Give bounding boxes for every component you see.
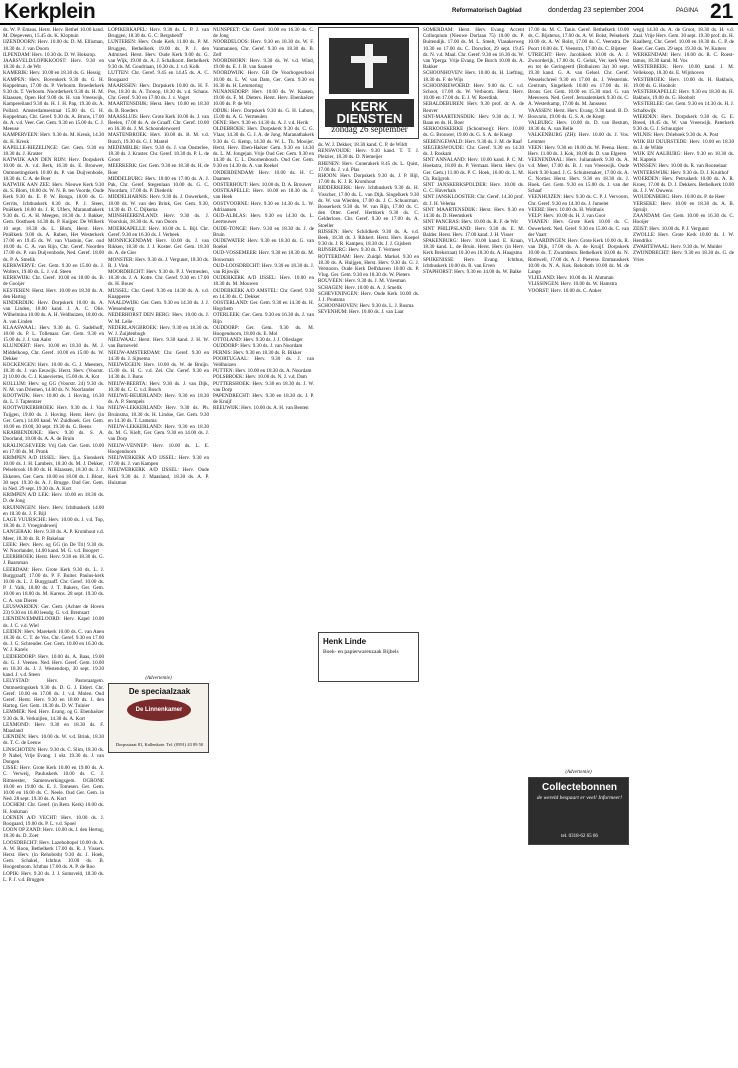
service-listing: WESTERLEE: Ger. Gem. 9.30 en 14.30 ds. H. J. Schalkwijk <box>633 101 734 114</box>
masthead <box>0 0 738 22</box>
service-listing: REEUWIJK: Herv. 10.00 ds. A. H. van Benten <box>213 405 309 412</box>
service-listing: PAPENDRECHT: Herv. 9.30 en 18.30 ds. J. P. de Kruijf <box>213 392 314 406</box>
service-listing: NEDERLANGBROEK: Herv. 9.30 en 18.30 ds. W. J. Zuijdenbogh <box>108 324 209 337</box>
service-listing: NIEUWE-BEIJERLAND: Herv. 9.30 en 18.30 ds. A. P. Stempels <box>108 392 209 406</box>
church-icon <box>329 38 409 94</box>
service-listing: NIEUWEGEIN: Herv. 10.00 ds. W. de Bruijn. 15.00 ds. H. G. v.d. Zel. Chr. Geref. 9.30 en 14.30 ds. J. Bons <box>108 361 209 381</box>
service-listing: KERKWIJK: Chr. Geref. 10.00 en 18.00 ds. B. de Gooijer <box>3 275 104 288</box>
service-listing: ZWOLLE: Herv. Grote Kerk 10.00 ds. J. W. Hendriks <box>633 231 734 244</box>
service-listing: KRIMPEN A/D LEK: Herv. 10.00 en 18.30 ds. D. de Jong <box>3 492 104 505</box>
service-listing: SIEBENGEWALD: Herv. 9.30 ds. J. M. de Raaf <box>423 138 522 145</box>
service-listing: VELP: Herv. 10.00 ds. H. J. van Goor <box>528 213 606 220</box>
service-listing: KESTEREN: Herst. Herv. 10.00 en 18.30 ds. A. den Hartog <box>3 287 104 300</box>
service-listing: SEBALDEBUREN: Herv. 9.30 prof. dr. A. de Reuver <box>423 101 524 114</box>
service-listing: NIEUW-LEKKERLAND: Herv. 9.30 ds. Ph. Bruinsma, 18.30 ds. H. Lindoe, Ger. Gem. 9.30 en 14.30 ds. T. Lamsma <box>108 405 209 424</box>
service-listing: MASTENBROEK: Herv. 10.00 ds. B. M. v.d. Busch, 19.30 ds. G. J. Mantel <box>108 132 209 145</box>
service-listing: NIEUWERKERK A/D IJSSEL: Herv. 9.30 en 17.00 ds. J. van Kampen <box>108 455 209 468</box>
service-listing: ZWIJNDRECHT: Herv. 9.30 en 18.30 ds. G. de Vries <box>633 250 734 263</box>
service-listing: SCHOONHOVEN: Herv. 9.30 ds. L. J. Bosma <box>318 303 414 310</box>
service-listing: ZEIST: Herv. 10.00 ds. P. J. Vergunst <box>633 225 709 232</box>
service-listing: RENSWOUDE: Herv. 9.30 kand. T. T. J. Pleizier, 18.30 ds. D. Niemeijer <box>318 148 419 161</box>
service-listing: VLIELAND: Herv. 10.00 ds. H. Ahmman <box>528 275 614 282</box>
service-listing: WERKENDAM: Herv. 10.00 ds. R. C. Roest-tamus, 18.30 kand. M. Vos <box>633 51 734 65</box>
service-listing: LEERDAM: Herv. Grote Kerk 9.30 ds. L. J. Burggraaff, 17.00 ds. P. F. Buiter. Paulus-kerk 10.00 ds. L. J. Burggraaff. Chr. Geref. 10.00 ds. P. J. Valk, 18.00 ds. J. T. Bakers, Ger. Gem. 10.00 en 18.00 ds. M. Karens. 28 sept. 19.30 ds. C. A. van Dieren <box>3 566 104 604</box>
service-listing: OENE: Herv. 9.30 en 14.30 ds. A. J. v.d. Herik <box>213 120 309 127</box>
service-listing: LOCHEM: Chr. Geref. (in Rem. Kerk) 10.00 ds. H. Jonkman <box>3 802 104 815</box>
service-listing: WINSSEN: Herv. 10.00 ds. R. van Rootselaar <box>633 163 727 170</box>
kerkdiensten-title <box>325 99 414 127</box>
service-listing: KAPELLE-BIEZELINGE: Ger. Gem. 9.30 en 18.30 ds. J. Kraster <box>3 144 104 158</box>
service-listing: OUDERKERK A/D IJSSEL: Herv. 10.00 en 18.30 ds. M. Mouwen <box>213 275 314 288</box>
service-listing: NOORDWIJK: Herv. GB De Voorhogeschool 10.00 ds. L. W. van Dam, Ger. Gem. 9.30 en 16.30 ds. H. Lemmering <box>213 70 314 89</box>
service-listing: ROTTERDAM: Herv. Zuidpl. Markel. 9.30 en 18.30 ds. A. Huijgen, Herst. Herv. 9.30 ds. G. J. Verstoorn. Oude Kerk Delfshaven 10.00 ds. P. Vlug. Ger. Gem. 9.30 en 18.30 ds. W. Pieters <box>318 253 419 279</box>
advert-title: Henk Linde <box>323 637 367 646</box>
service-listing: POORTUGAAL: Herv. 9.30 ds. J. van Veldhuizen <box>213 355 314 368</box>
column-2 <box>108 27 209 1065</box>
service-listing: ROUVEEN: Herv. 9.30 ds. J. M. Vriesman <box>318 278 406 285</box>
service-listing: SCHOONREWOERD: Herv. 9.00 ds. C. v.d. Schoot, 17.00 ds. W. Verboom. Herst. Herv. 10.00 en 17.00 ds. E. J. W. Roerdink <box>423 82 524 102</box>
service-listing: OTTOLAND: Herv. 9.30 ds. J. J. Olieslager <box>213 337 303 344</box>
service-listing: LISSE: Herv. Grote Kerk 10.00 en 19.00 ds. A. C. Verweij, Pauluskerk 10.00 ds. C. J. Ritmeester, Samenwerkingsgem. OGRONE 10.00 en 19.00 ds. E. J. Tomesen. Ger. Gem. 10.00 en 16.00 ds. C. Neele. Oud Ger. Gem. in Ned. 28 sept. 19.30 ds. A. Kort <box>3 765 104 803</box>
service-listing: ds. W. J. Dekker, 18.30 kand. C. P. de Wildt <box>318 142 408 148</box>
service-listing: KATWIJK AAN ZEE: Herv. Nieuwe Kerk 9.30 ds. S. Blom, 18.00 ds. W. N. B. ten Voorde, Oude Kerk 9.30 ds. E. P. W. Bonga, 18.00 ds. G. Gerrits, Ichthuskerk 8.30 ds. P. J. Steen, Pniëlkerk 18.00 ds. J. R. Ulfers, Maranathakerk 9.30 ds. G. A. H. Meegen, 18.30 ds. J. Bakker, Gem. Oosthoek 14.30 ds. P. Kuijper. De Wilkerk 10 sept. 18.30 ds. L. Blom, Herst. Herv. Pniëlkerk 9.00 ds. A. Ruben, Het Westerkerk 17.00 en 19.45 ds. W. van Vlastuin, Ger. oud 10.00 ds. C. A. van Rijn, Chr. Geref. Noorden 17.00 ds. P. van Duijvenbode, Ned. Geref. 18.00 ds. P. A. Smelik <box>3 182 104 263</box>
service-listing: NIEUW-AMSTERDAM: Chr. Geref. 9.30 en 14.30 ds. J. Sijtsema <box>108 349 209 362</box>
service-listing: NUNSPEET: Chr. Geref. 10.00 en 16.30 ds. C. de Jong <box>213 27 314 40</box>
service-listing: IJZENDOORN: Herv. 10.00 ds. D. M. Ellisman, 18.30 ds. J. van Doorn <box>3 39 104 52</box>
masthead-rule <box>0 23 738 25</box>
publication-date: donderdag 23 september 2004 <box>548 7 644 14</box>
service-listing: UTRECHT: Herv. Jacobikerk 10.00 ds. A. J. Zwoorderijk, 17.00 ds. G. Geluk, Ver. kerk West en tot de Geringeerd (Bolhuizen 3a) 30 sept. 19.30 kand. G. A. van Gelsel. Chr. Geref. Wesselschreel 9.30 en 17.00 ds. J. Westerink. Centrum, Singelkerk 10.00 en 17.00 ds. H. Brons. Ger. Gem. 10.00 en 15.30 stud. G. van Meeuwen. Ned. Geref. Jerusalemkerk 9.30 ds. C. A. Westerkamp, 17.00 ds. M. Janssens <box>528 51 629 108</box>
advert-subtitle: Boek- en papierwarenzaak Bijbels <box>323 649 399 655</box>
column-5 <box>423 27 524 1065</box>
service-listing: MUSSEL: Chr. Geref. 9.30 en 14.30 ds. A. v.d. Knapperee <box>108 287 209 300</box>
service-listing: SEVENHUM: Herv. 10.00 ds. J. van Laar <box>318 309 404 316</box>
service-listing: WESTBROEK: Herv. 10.00 ds. H. Bakhuis, 19.00 ds. G. Hoobolt <box>633 76 734 89</box>
service-listing: SINT JANSKLOOSTER: Chr. Geref. 14.30 prof. dr. J. H. Velema <box>423 194 524 207</box>
service-listing: SPAKENBURG: Herv. 10.00 kand. E. Kraan, 18.30 kand. L. de Bruin. Herst. Herv. (in Herv. Kerk Brekstraat) 10.30 en 18.30 ds. A. Haagsma <box>423 237 524 257</box>
service-listing: SIEGERSWOUDE: Chr. Geref. 9.30 en 14.30 ds. J. Roskam <box>423 144 524 158</box>
service-listing: KOLLUM: Herv. og GG (Voorstr. 24) 9.30 ds. N. M. van Driemen, 14.00 ds. N. Noorlander <box>3 380 104 393</box>
service-listing: MAASSLUIS: Herv. Grote Kerk 10.00 ds. J. van Beelen, 17.00 ds. A. de Graaff. Chr. Geref. 10.00 en 16.30 ds. J. M. Schoonderwoerd <box>108 113 209 133</box>
service-listing: RIJSSEN: Herv. Schildkerk 9.30 ds. A. v.d. Beek, 18.30 ds. J. Rikkert. Herst. Herv. Koepel 9.30 ds. J. R. Kampen, 18.30 ds. J. J. Gijsbers <box>318 228 419 248</box>
service-listing: KINDERDIJK: Herv. Dorpskerk 10.00 ds. A. van Linden, 18.00 kand. J. A. C. Olie. Wilhelmina 10.00 ds. A. H. Veldhuizen, 18.00 ds. A. van Linden <box>3 299 104 325</box>
service-listing: MOORDRECHT: Herv. 9.30 ds. P. J. Vermeulen, 18.30 ds. J. A. Kotte. Chr. Geref. 9.30 en 17.00 ds. H. Bouw <box>108 268 209 288</box>
page-number: 21 <box>710 0 734 23</box>
service-listing: MIDDELHARNIS: Herv. 9.30 ds. J. Ouwerkerk, 18.00 ds. W. van den Brink, Ger. Gem. 9.30, 14.30 ds. D. C. Dijkema <box>108 194 209 213</box>
service-listing: WESTERBEEK: Herv. 10.00 kand. J. M. Vellekoop, 18.30 ds. E. Wijnhoven <box>633 64 734 77</box>
service-listing: NEDERHORST DEN BERG: Herv. 10.00 ds. J. W. M. Lelie <box>108 312 209 325</box>
service-listing: SINT PANCRAS: Herv. 10.00 ds. R. F. de Wit <box>423 219 518 226</box>
shop-logo: De Linnenkamer <box>127 699 191 721</box>
service-listing: RIJNSBURG: Herv. 9.30 ds. T. Vermeer <box>318 247 401 254</box>
service-listing: LEEK: Herv. Herv. og GG (in De Tri) 9.30 ds. W. Noorlander, 14.00 kand. M. G. v.d. Boogert <box>3 541 104 555</box>
service-listing: OUD-LOOSDRECHT: Herv. 9.30 en 18.30 ds. J. van Rijswijk <box>213 262 314 275</box>
service-date: zondag 26 september <box>331 124 408 134</box>
service-listing: KAMPEN: Herv. Bovenkerk 9.30 ds. G. H. Koppelman, 17.00 ds. P. Verboom. Broederkerk 9.30 ds. T. Verboom. Noorderkerk 9.30 ds. H. M. Klaassen, Open Hof 9.00 ds. H. van Vreeswijk, Kampereiland 9.30 ds. H. J. H. Pap, 19.30 ds. A. Pollard. Amsterdamsestraat 15.00 ds. G. H. Koppelman, Chr. Geref. 9.30 ds. A. Brons, 17.00 ds. A. v.d. Veer. Ger. Gem. 9.30 en 15.00 ds. C. J. Meeuse <box>3 76 104 133</box>
service-listing: VIANEN: Herv. Grote Kerk 10.00 ds. C. Ouwerkerk. Ned. Geref. 9.30 en 15.00 ds. C. van der Vaart <box>528 219 629 238</box>
service-listing: KOCKENGEN: Herv. 10.00 ds. G. J. Meesters, 18.30 ds. J. van Eeuwijk. Herst. Herv. (Voorstr. 2) 10.00 ds. C. J. Kaneviertes, 15.00 ds. A. Kot <box>3 361 104 381</box>
service-listing: VAASSEN: Herst. Herv. Evang. 9.30 kand. B. D. Bosvarin, 19.00 ds. G. S. A. de Knegt <box>528 107 629 120</box>
henk-linde-advert <box>318 632 419 682</box>
service-listing: KERKWERVE: Ger. Gem. 9.30 en 15.00 ds. J. Wolters, 19.00 ds. L. J. v.d. Steen <box>3 262 104 275</box>
service-listing: JAARSVELD/LOPIKKOOST: Herv. 9.30 en 18.30 ds. J. de Wit <box>3 58 104 71</box>
service-listing: VLISSINGEN: Herv. 10.00 ds. W. Hamstra <box>528 281 617 288</box>
service-listing: VALBURG: Herv. 10.00 ds. D. van Bestum, 18.30 ds. A. van Belle <box>528 120 629 133</box>
service-listing: NOORDHORN: Herv. 9.30 ds. W. v.d. Wind, 19.00 ds. E. J. B. van Saanen <box>213 58 314 71</box>
column-6 <box>528 27 629 1065</box>
service-listing: KAMPERVEEN: Herv. 9.30 ds. M. Kreuk, 14.30 ds. K. Kreuk <box>3 132 104 145</box>
service-listing: OUDDORP: Ger. Gem. 9.30 ds. M. Hoogendoorn, 18.00 ds. E. Mol <box>213 324 314 337</box>
advert-title: Collectebonnen <box>541 782 617 793</box>
service-listing: ONDERDENDAM: Herv. 10.00 ds. H. C. Daamen <box>213 169 314 182</box>
service-listing: PUTTEN: Herv. 10.00 en 18.30 ds. A. Noordam <box>213 368 312 375</box>
service-listing: LEIDERDORP: Herv. 10.00 ds. A. Baas, 19.00 ds. G. J. Veeneo. Ned. Herv. Geref. Gem. 10.00 en 18.30 ds. J. J. Westendorp, 30 sept. 19.30 kand. J. v.d. Steen <box>3 653 104 679</box>
service-listing: SPIJKENISSE: Herv. Evang. Ichthus, Ichthuskerk 10.00 ds. R. van Erven <box>423 256 524 269</box>
collectebonnen-advert <box>528 777 629 845</box>
service-listing: RHENEN: Herv. Cunerakerk 8.45 ds. L. Quist, 17.00 ds. J. v.d. Plas <box>318 160 419 173</box>
service-listing: KRALINGSEVEER: Vrij Geb. Ger. Gem. 10.00 en 17.00 ds. M. Pronk <box>3 442 104 455</box>
service-listing: OOSTVOORNE: Herv. 9.30 en 14.30 ds. L. W. Adriaansen <box>213 200 314 213</box>
service-listing: MAARTENSDIJK: Herst. Herv. 10.00 en 18.30 ds. B. Roeders <box>108 101 209 114</box>
service-listing: LANGERAK: Herv. 9.30 ds. A. P. Kromhout v.d. Meer, 18.30 ds. R. P. Bakelaar <box>3 529 104 542</box>
service-listing: SERKOOSKERKE (Schoutweg): Herv. 10.00 ds. G. Brouwer, 19.00 ds. G. S. A. de Knegt <box>423 126 524 139</box>
service-listing: ZWARTEWAAL: Herv. 9.30 ds. W. Mulder <box>633 244 723 251</box>
service-listing: VOORST: Herv. 10.00 ds. C. Anker <box>528 287 602 294</box>
service-listing: KATWIJK AAN DEN RIJN: Herv. Dorpskerk 10.00 ds. A. v.d. Berk, 16.30 ds. E. Brouwer, Ontmoetingskerk 10.00 ds. P. van Duijvenbode, 18.30 ds. C. A. de Boer <box>3 157 104 182</box>
service-listing: OUD-ALBLAS: Herv. 9.30 en 14.30 ds. L. Leertouwer <box>213 213 314 226</box>
service-listing: MONSTER: Herv. 9.30 ds. J. Vergunst, 18.30 ds. R. J. Vink <box>108 256 209 269</box>
service-listing: NIEUW-LEKKERLAND: Herv. 9.30 en 18.30 ds. M. G. Kieft, Ger. Gem. 9.30 en 14.00 ds. J. van Dorp <box>108 424 209 443</box>
service-listing: NIEUWAAL: Herst. Herv. 9.30 kand. J. H. W. van Barneveld <box>108 337 209 350</box>
service-listing: LUNTEREN: Herv. Oude Kerk 11.00 ds. P. M. Bruggen, Bethelkerk 19.00 ds. P. J. den Admixed. Herst. Herv. Oude Kerk 9.00 ds. G. van Wijk, 19.00 ds. A. J. Schalkoort. Bethelkerk 9.30 ds. M. Goudriaan, 16.30 ds. J. v.d. Kolk <box>108 39 209 71</box>
service-listing: LELYSTAD: Herv. Pastoraatgem. Ontmoetingskerk 9.30 ds. D. G. J. Eldert. Chr. Geref. 10.00 en 17.00 ds. J. v.d. Molen. Oud Geref. Herst. Herv. 9.30 en 18.00 ds. J. den Hartog. Ger. Gem. 18.30 ds. D. W. Tuinier <box>3 678 104 710</box>
service-listing: SCHEVENINGEN: Herv. Oude Kerk 10.00 ds. J. J. Poutsma <box>318 290 419 304</box>
service-listing: KRUININGEN: Herv. Herv. Ichthuskerk 14.00 en 18.30 ds. J. F. Bijl <box>3 504 104 517</box>
service-listing: LINSCHOTEN: Herv. 9.30 ds. C. Slim, 18.30 ds. P. Nabel, Vrije Evang. 1 okt. 19.30 ds. J. van Dongen <box>3 746 104 765</box>
service-listing: KOOTWIJKERBROEK: Herv. 9.30 ds. J. Van Tuijgen, 19.00 ds. J. Hoving. Herst. Herv. (in Ger. Gem.) 14.00 kand. W. Zuidhoek. Ger. Gem. 10.00 en 19.00, 30 sept. 19.30 ds. G. Beens <box>3 405 104 430</box>
service-listing: WOERDEN: Herv. Petruskerk 10.00 ds. A. R. Kroes, 17.00 ds. D. J. Dekkers. Bethelkerk 10.00 ds. J. J. W. Ouwens <box>633 175 734 195</box>
service-listing: LEUSWARDEN: Ger. Gem. (Achter de Hoven 23) 9.30 en 16.00 leesdg. G. v.d. Bremsart <box>3 603 104 617</box>
service-listing: OUDDORP: Herv. 9.30 ds. J. van Noordam <box>213 343 303 350</box>
service-listing: MIJNSHEERENLAND: Herv. 9.30 ds. J. Voorsluis, 18.30 ds. A. van Doorn <box>108 213 209 226</box>
service-listing: OLDEBROEK: Herv. Dorpskerk 9.30 ds. C. G. Vlaar, 14.30 ds. G. J. A. de Jong. Maranathakerk 9.30 ds. G. Kemp, 14.30 ds. W. L. Th. Mooijer. Herst. Herv. Eben-Haëzer Gem. 9.30 en 14.30 ds. L. M. Jongejan. Vrije Oud Ger. Gem. 9.30 en 14.30 ds. C. L. Doornenbosch. Oud Ger. Gem. 9.30 en 14.30 ds. A. van Roekel <box>213 126 314 170</box>
column-3 <box>213 27 314 1065</box>
service-listing: MEERKERK: Ger. Gem. 9.30 en 18.30 ds. H. de Boer <box>108 163 209 176</box>
service-listing: LUTTEN: Chr. Geref. 9.45 en 14.45 ds. A. C. Boogaard <box>108 70 209 83</box>
service-listing: OUD-VOSSEMEER: Herv. 9.30 en 18.30 ds. M. Bouwman <box>213 250 314 263</box>
service-listing: SINT ANNALAND: Herv. 10.00 kand. P. C. M. Hoekstra, 18.00 ds. P. Vermaat. Herst. Herv. (in Ger. Gem.) 11.00 ds. P. C. Hoek, 16.00 ds. L. M. Ch. Ruijgrok <box>423 157 524 182</box>
service-listing: WOUDENBERG: Herv. 10.00 ds. P. de Heer <box>633 194 725 201</box>
service-listing: MAARSSEN: Herv. Dorpskerk 10.00 ds. H. F. Pos, 18.30 ds. A. Trooop, 18.30 ds. v.d. Schans. Chr. Geref. 9.30 en 17.00 ds. J. v. Voget <box>108 82 209 102</box>
service-listing: VEEN: Herv. 9.30 en 18.00 ds. W. Peena. Herst. Herv. 11.00 ds. J. Kok, 18.00 ds. D. van Elgeren <box>528 144 629 158</box>
service-listing: STAPHORST: Herv. 9.30 en 14.00 ds. W. Balke <box>423 268 522 275</box>
service-listing: LOPIK: Herv. 9.30 ds. J. J. Somsveld, 18.30 ds. L. P. J. v.d. Bruggen <box>3 870 104 883</box>
section-title: Kerkplein <box>4 0 96 23</box>
advert-label: (Advertentie) <box>565 770 592 775</box>
service-listing: SINT PHILIPSLAND: Herv. 9.30 ds. E. M. Balder. Herst. Herv. 17.00 kand. J. H. Visser <box>423 225 524 238</box>
service-listing: WINTERSWIJK: Herv. 9.30 ds. D. J. Kruithof <box>633 169 729 176</box>
service-listing: KLUNDERT: Herv. 10.00 en 18.30 ds. M. J. Middelkoop, Chr. Geref. 10.00 en 15.00 ds. W. Dekker <box>3 343 104 362</box>
service-listing: ODIJK: Herv. Dorpskerk 9.30 ds. G. H. Labots, 15.00 ds. A. G. Vermeulen <box>213 107 314 120</box>
service-listing: RHOON: Herv. Dorpskerk 9.30 ds. J. P. Bijl, 17.00 ds. K. J. R. Kromhout <box>318 173 419 186</box>
service-listing: MIDDELBURG: Herv. 10.00 en 17.00 ds. A. J. Pak, Chr. Geref. Stegenlaan 10.00 ds. G. C. Noordam, 17.00 ds. P. Diederik <box>108 175 209 195</box>
service-listing: WIERDEN: Herv. Dorpskerk 9.30 ds. G. E. Breed, 18.45 ds. W. van Vreeswijk. Paterkerk 9.30 ds. G. J. Schuurgier <box>633 113 734 133</box>
page-label: PAGINA <box>676 8 699 14</box>
service-listing: LOON OP ZAND: Herv. 10.00 ds. J. den Hertog, 18.30 ds. D. Zoet <box>3 827 104 840</box>
service-listing: 17.00 ds. M. C. Tanis. Geref. Bethelkerk 10.00 ds. C. Bijsterus, 17.00 ds. A. W. Bolst, Pelsekerk 10.00 ds. A. W. Bolst, 17.00 ds. C. Veenstra. De Poort 10.00 ds. T. Veenstra, 17.00 ds. C. Bijsteer <box>528 27 629 52</box>
service-listing: SOMERDAM: Herst. Herv. Evang. Accent Colloquium (Nieuwe Dorlaan 75) 10.00 ds. P. Buitendijk. 17.00 ds. M. L. Smelt, Vlasakerweg 10.30 en 17.00 ds. C. Dorschot, 29 sept. 19.45 ds. N. v.d. Maal. Chr. Geref. 9.30 en 16.30 ds. W. van Yperga. Vrije Evang. De Burch 10.00 ds. A. Bakker <box>423 27 524 71</box>
service-listing: VLAARDINGEN: Herv. Grote Kerk 10.00 ds. R. van Dijk, 17.00 ds. A. de Kruijf. Dorpskerk 10.00 ds. T. Zwartdeurs. Bethelkerk 10.00 ds. N. Rothwell, 17.00 ds. A. J. Pieterse. Emmauskerk 10.00 ds. N. A. Kok. Rehoboth 10.00 ds. M. de Lange <box>528 237 629 275</box>
kerkdiensten-header <box>318 27 419 139</box>
service-listing: SCHAGEN: Herv. 10.00 ds. A. J. Smelik <box>318 284 402 291</box>
service-listing: PERNIS: Herv. 9.30 en 18.30 ds. R. Bikker <box>213 349 302 356</box>
service-listing: SINT JANSKERKSPOLDER: Herv. 10.00 ds. G. C. Haverhals <box>423 182 524 195</box>
service-listing: OUDERKERK A/D AMSTEL: Chr. Geref. 9.30 en 14.30 ds. C. Dekker <box>213 287 314 300</box>
service-listing: LIENDEN: Herv. 10.00 ds. W. v.d. Brink, 18.30 ds. T. C. de Leeuw <box>3 734 104 747</box>
service-listing: LOOSDRECHT: Herv. Lazeholtopel 10.00 ds. A. A. W. Roon, Bethelkerk 17.00 ds. R. J. Vissers. Herst. Herv. (in Rehoboth) 9.30 ds. J. Hoek, Gem. Schakel, Ichthus 10.00 ds. B. Hoogenboom. Ichthus 17.00 ds. A. P. de Roo <box>3 839 104 871</box>
service-listing: LEMMER: Ned. Herv. Evang. og G. Ebenhaëzer 9.30 ds. R. Verkuijlen, 14.30 ds. A. Kort <box>3 709 104 722</box>
service-listing: OOSTKAPELLE: Herv. 10.00 en 18.30 ds. J. van Heek <box>213 188 314 201</box>
column-7 <box>633 27 734 1065</box>
service-listing: LEIDEN: Herv. Marekerk 10.00 ds. C. van Anen 18.30 ds. C. T. de Vos. Chr. Geref. 9.30 en 17.00 ds. J. G. Schreuder. Ger. Gem. 10.00 en 16.30 ds. W. J. Karels <box>3 628 104 654</box>
service-listing: ds. W. P. Emaus. Herst. Herv. Bethel 10.00 kand. M. Diepeveen, 15.45 ds. K. Kloptuin <box>3 27 104 40</box>
service-listing: KOOTWIJK: Herv. 10.00 ds. J. Hoving, 16.30 ds. L. J. Taptentzer <box>3 392 104 406</box>
service-listing: NOORDELOOS: Herv. 9.30 en 18.30 ds. W. F. Vanmannen, Chr. Geref. 9.30 en 18.30 ds. B. Zelf <box>213 39 314 58</box>
service-listing: NIEUW-VENNEP: Herv. 10.00 ds. L. E. Hoogendoorn <box>108 442 209 455</box>
service-listing: MEDEMBLIK: Herv. 9.30 ds. J. van Oosterlee, 18.30 ds. J. Kraster. Chr. Geref. 18.30 ds. P. L. de Groot <box>108 144 209 164</box>
service-listing: VEENHUIZEN: Herv. 9.30 ds. C. P. J. Vervoorn. Chr. Geref. 9.30 en 14.30 ds. J. Jumelet <box>528 194 629 207</box>
service-listing: ZAANDAM: Ger. Gem. 10.00 en 16.30 ds. C. Hooijer <box>633 213 734 226</box>
service-listing: KAMERIK: Herv. 10.00 en 18.30 ds. G. Hessig <box>3 70 101 77</box>
service-listing: OUDEWATER: Herv. 9.30 en 18.30 ds. G. van Roekel <box>213 237 314 251</box>
service-listing: OOSTERHOUT: Herv. 10.00 ds. D. A. Brouwer <box>213 182 312 189</box>
service-listing: LEERBROEK: Herst. Herv. 9.30 en 18.30 ds. G. J. Baarsman <box>3 554 104 567</box>
service-listing: LEXMOND: Herv. 9.30 en 18.30 ds. F. Maasland <box>3 721 104 734</box>
service-listing: MOERKAPELLE: Herv. 10.00 ds. L. Bijl. Chr. Geref. 9.30 en 16.30 ds. J. Verbeek <box>108 225 209 238</box>
service-listing: SINT-MAARTENSDIJK: Herv. 9.30 ds. J. W. Baan en ds. H. Boer <box>423 113 524 127</box>
service-listing: NUNANSDORP: Herv. 10.00 ds. W. Kaasen, 19.00 ds. F. M. Dieters. Herst. Herv. Ebenhaëzer 10.00 ds. P. de Wit <box>213 89 314 108</box>
advert-title: De speciaalzaak <box>128 687 191 696</box>
service-listing: POLSBROEK: Herv. 10.00 ds. N. J. v.d. Dam <box>213 374 307 381</box>
service-listing: WIJK EN AALBURG: Herv. 9.30 en 18.30 ds. M. Kaptein <box>633 151 734 164</box>
publication-name: Reformatorisch Dagblad <box>452 8 522 14</box>
service-listing: LOENEN A/D VECHT: Herv. 10.00 ds. J. Boogaard, 19.00 ds. P. L. v.d. Spoel <box>3 814 104 827</box>
service-listing: SCHOONHOVEN: Herv. 10.00 ds. H. Liefting, 18.30 ds. F. de Wijs <box>423 70 524 83</box>
column-1 <box>3 27 104 1065</box>
service-listing: VEENENDAAL: Herv. Julianakerk 9.30 ds. A. v.d. Meer, 17.00 ds. B. J. van Vreeswijk. Oude Kerk 9.30 kand. J. G. Schuitemaker, 17.00 ds. A. C. Nortier. Herst. Herv. 9.30 en 18.30 ds. J. Hoek. Ger. Gem. 9.30 en 15.00 ds. J. van der Schaaf <box>528 157 629 195</box>
service-listing: LIENDEN/EMMELOORD: Herv. Kapel 10.00 ds. J. C. v.d. Wiel <box>3 616 104 629</box>
service-listing: YERSEKE: Herv. 10.00 en 18.30 ds. A. B. Spruijt <box>633 200 734 213</box>
service-listing: wegij 14.30 ds. A. de Groot, 18.30 ds. H. v.d. Zaal. Vrije Herv. Gem. 30 sept. 19.30 prof. ds. H. Kaalberg. Chr. Geref. 10.00 en 18.30 ds. C. P. de Boer. Ger. Gem. 29 sept. 19.30 ds. W. Kuiters <box>633 27 734 52</box>
service-listing: ILPENDAM: Herv. 10.30 ds. D. W. Hoksrop. <box>3 51 97 58</box>
service-listing: PUTTERSHOEK: Herv. 9.30 en 18.30 ds. J. W. van Dorp <box>213 380 314 393</box>
service-listing: WIJK BIJ DUURSTEDE: Herv. 10.00 en 18.30 ds. J. de Wilde <box>633 138 734 151</box>
service-listing: VEERE: Herv. 10.00 ds. H. Wolthuis <box>528 206 604 213</box>
speciaalzaak-advert <box>108 683 209 753</box>
service-listing: OUDE-TONGE: Herv. 9.30 en 18.30 ds. J. de Bruin <box>213 225 314 238</box>
advert-label: (Advertentie) <box>145 676 172 681</box>
service-listing: MONNICKENDAM: Herv. 10.00 ds. J. van Rikken, 18.30 ds. J. J. Koster. Ger. Gem. 18.30 ds. A. de Gier <box>108 237 209 257</box>
service-listing: KRIMPEN A/D IJSSEL: Herv. Ij.a. Sionskerk 10.00 ds. J. H. Lambers, 18.30 ds. M. J. Dekker, Pelsebrook 10.00 ds. H. Klaassen, 18.30 ds. J. J. Ekkeren. Ger. Gem. 10.00 en 18.00 ds. J. Bloot, 30 sept. 19.30 ds. A. J. Brugge. Oud Ger. Gem. in Ned. 29 sept. 19.30 ds. A. Kort <box>3 455 104 493</box>
advert-address: Dorpsstraat 81, Kallenkote. Tel. (0591) 43 89 50 <box>115 742 204 747</box>
service-listing: SINT MAARTENSDIJK: Herst. Herv. 9.30 en 14.30 ds. D. Heemskerk <box>423 206 524 220</box>
service-listing: NIEUW-BEERTA: Herv. 9.30 ds. J. van Dijk, 10.30 ds. C. C. v.d. Bosch <box>108 380 209 393</box>
advert-subtitle: de wereld bespaart er veel! Informeer! <box>536 795 623 801</box>
service-listing: KLAASWAAL: Herv. 9.30 ds. G. Sadelhoff, 18.00 ds. P. L. Tollenaar. Ger. Gem. 9.30 en 15.00 ds. J. J. van Aalst <box>3 324 104 344</box>
service-listing: KRABBENDIJKE: Herv. 9.30 ds. S. A. Doorland, 18.00 ds. A. A. de Bruin <box>3 430 104 443</box>
kerk-word-line2: DIENSTEN <box>336 111 403 126</box>
advert-phone: tel. 0318-62 65 66 <box>561 834 598 839</box>
kerk-word-line1: KERK <box>351 99 388 114</box>
service-listing: RIDDERKERK: Herv. Ichthuskerk 9.30 ds. H. Visscher, 17.00 ds. L. van Dijk. Singelkerk 9.30 ds. W. van Wierden, 17.00 ds. J. C. Schuurman. Bosserkerk 9.30 ds. W. van Rijn, 17.00 ds. C. den Otter. Geref. Herbkerk 9.30 ds. C. Gelderloos. Chr. Geref. 9.30 en 17.00 ds. A. Stoeller <box>318 185 419 229</box>
service-listing: WILNIS: Herv. Driehoek 9.30 ds. A. Post <box>633 132 719 139</box>
service-listing: LOPIKERKAPEL: Herv. 9.30 ds. L. P. J. van Bruggen, 18.30 ds. G. C. Bergsheoff <box>108 27 209 40</box>
service-listing: LAGE VUURSCHE: Herv. 10.00 ds. J. v.d. Top, 18.30 ds. J. Vroegindeweij <box>3 517 104 530</box>
service-listing: NAALDWIJK: Ger. Gem. 9.30 en 14.30 ds. J. J. Wiessenberg <box>108 299 209 313</box>
service-listing: OOSTERLAND: Ger. Gem. 9.30 en 14.30 ds. H. Hogchem <box>213 299 314 313</box>
column-4 <box>318 142 419 630</box>
service-listing: VALKENBURG (ZH): Herv. 10.00 ds. J. Vos. Lemmer <box>528 132 629 145</box>
service-listing: NIEUWERKERK A/D IJSSEL: Herv. Oude Kerk 9.30 ds. J. Maasland, 18.30 ds. A. P. Huisman <box>108 467 209 486</box>
service-listing: WESTERKAPELLE: Herv. 9.30 en 18.30 ds. H. Bakhuis, 19.00 ds. G. Hoobolt <box>633 89 734 102</box>
service-listing: OTERLEEK: Ger. Gem. 9.30 en 16.30 ds. J. van Rijn <box>213 312 314 325</box>
